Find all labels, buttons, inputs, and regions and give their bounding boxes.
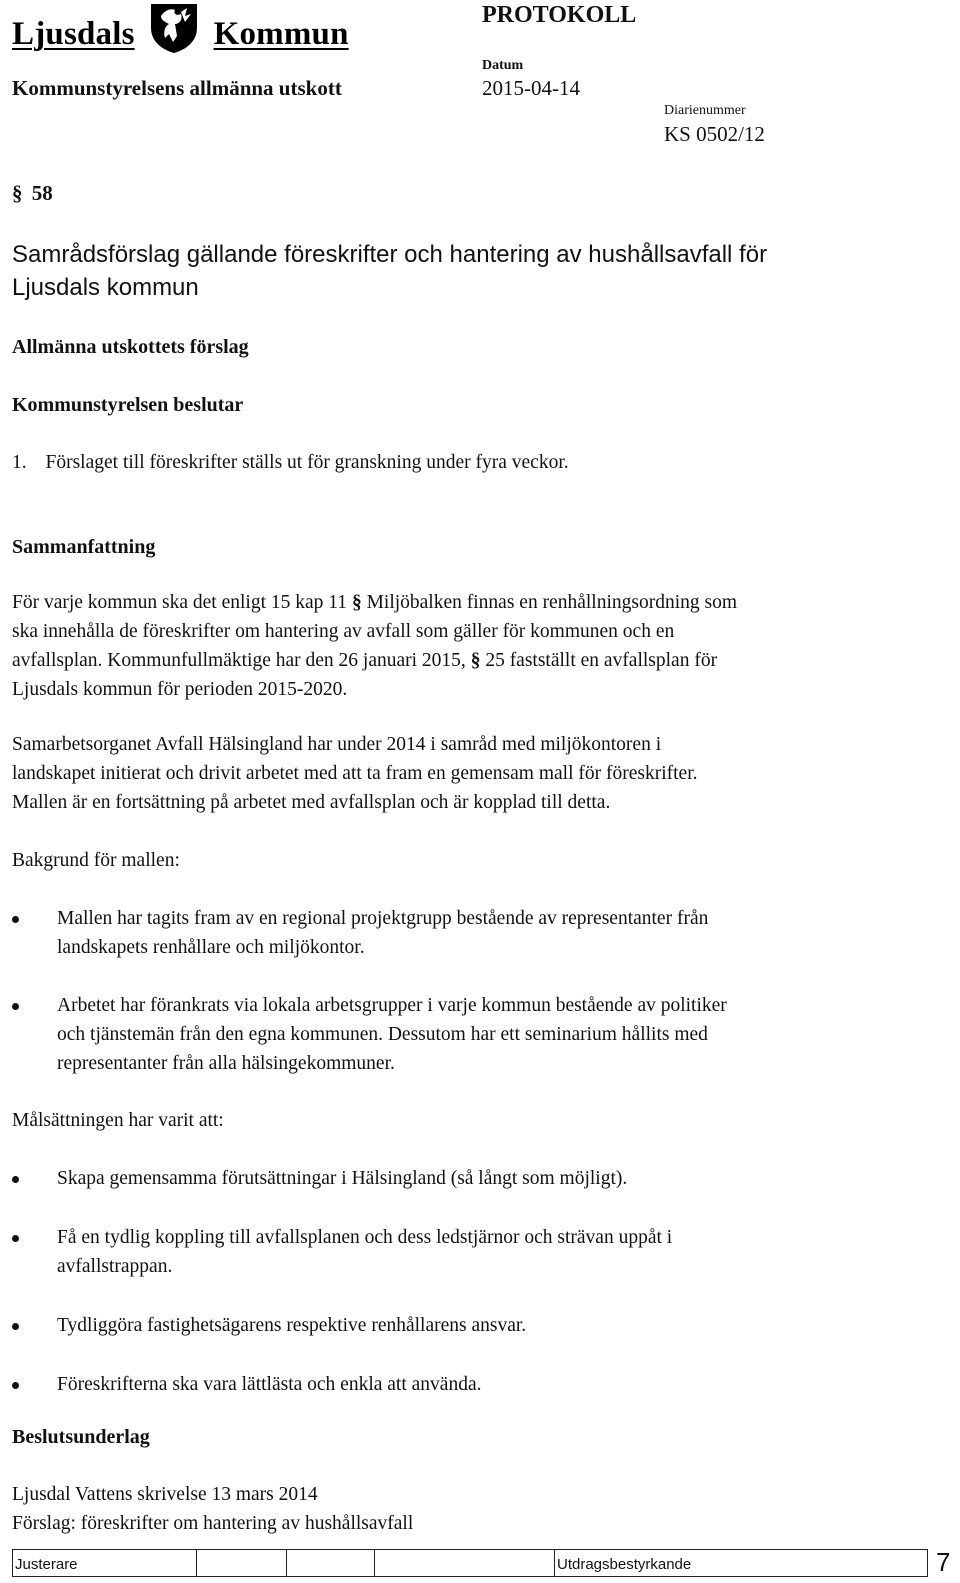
bullet-icon — [12, 1382, 19, 1389]
text-line: Mallen är en fortsättning på arbetet med avfallsplan och är kopplad till detta. — [12, 792, 611, 813]
bullet-icon — [12, 1176, 19, 1183]
section-sign: § — [12, 181, 23, 205]
logo-word-kommun: Kommun — [213, 16, 349, 52]
page-title — [12, 238, 952, 304]
text-line: Ljusdals kommun för perioden 2015-2020. — [12, 679, 348, 700]
diarie-label: Diarienummer — [664, 103, 746, 118]
text-line: Arbetet har förankrats via lokala arbetsgrupper i varje kommun bestående av politiker — [57, 995, 727, 1016]
justerare-label: Justerare — [15, 1556, 78, 1573]
signature-cell — [287, 1550, 375, 1576]
title-line: Samrådsförslag gällande föreskrifter och hantering av hushållsavfall för — [12, 241, 768, 268]
extract-label: Utdragsbestyrkande — [557, 1556, 692, 1573]
committee-name: Kommunstyrelsens allmänna utskott — [12, 76, 342, 100]
text-line: Få en tydlig koppling till avfallsplanen och dess ledstjärnor och strävan uppåt i — [57, 1227, 673, 1248]
text-line: Samarbetsorganet Avfall Hälsingland har under 2014 i samråd med miljökontoren i — [12, 734, 662, 755]
summary-heading: Sammanfattning — [12, 536, 156, 558]
text-line: landskapet initierat och drivit arbetet med att ta fram en gemensam mall för föreskrifter. — [12, 763, 698, 784]
text-line: Skapa gemensamma förutsättningar i Hälsingland (så långt som möjligt). — [57, 1168, 628, 1189]
text-line: och tjänstemän från den egna kommunen. Dessutom har ett seminarium hållits med — [57, 1024, 708, 1045]
proposal-heading: Allmänna utskottets förslag — [12, 336, 249, 358]
background-heading: Bakgrund för mallen: — [12, 850, 180, 871]
doc-type: PROTOKOLL — [482, 2, 637, 28]
section-sign: § — [470, 650, 481, 671]
logo-word-ljusdals: Ljusdals — [12, 16, 135, 52]
municipality-logo — [12, 2, 349, 63]
signature-cell — [375, 1550, 555, 1576]
signature-footer — [12, 1549, 928, 1577]
text-line: Föreskrifterna ska vara lättlästa och enkla att använda. — [57, 1374, 482, 1395]
decision-item — [12, 448, 569, 477]
basis-list — [12, 1480, 413, 1538]
title-line: Ljusdals kommun — [12, 274, 199, 301]
text-line: För varje kommun ska det enligt 15 kap 11 § Miljöbalken finnas en renhållningsordning som — [12, 592, 738, 613]
text-line: landskapets renhållare och miljökontor. — [57, 937, 365, 958]
text-line: avfallstrappan. — [57, 1256, 173, 1277]
basis-item: Förslag: föreskrifter om hantering av hushållsavfall — [12, 1513, 414, 1534]
decision-heading: Kommunstyrelsen beslutar — [12, 394, 244, 416]
diarie-value: KS 0502/12 — [664, 122, 765, 146]
signature-cell — [197, 1550, 287, 1576]
extract-cell — [555, 1550, 927, 1576]
summary-paragraph-2 — [12, 730, 952, 817]
decision-item-text: Förslaget till föreskrifter ställs ut för granskning under fyra veckor. — [45, 452, 569, 473]
decision-item-number: 1. — [12, 452, 27, 473]
summary-paragraph-1 — [12, 588, 952, 704]
text-line: avfallsplan. Kommunfullmäktige har den 26 januari 2015, § 25 fastställt en avfallsplan för — [12, 650, 718, 671]
text-line: representanter från alla hälsingekommuner. — [57, 1053, 395, 1074]
section-number-value: 58 — [31, 181, 53, 205]
basis-item: Ljusdal Vattens skrivelse 13 mars 2014 — [12, 1484, 318, 1505]
section-sign: § — [351, 592, 362, 613]
text-line: ska innehålla de föreskrifter om hantering av avfall som gäller för kommunen och en — [12, 621, 675, 642]
coat-of-arms-icon — [147, 2, 201, 63]
bullet-icon — [12, 1003, 19, 1010]
text-line: Tydliggöra fastighetsägarens respektive renhållarens ansvar. — [57, 1315, 527, 1336]
text-line: Mallen har tagits fram av en regional projektgrupp bestående av representanter från — [57, 908, 709, 929]
bullet-icon — [12, 916, 19, 923]
section-number — [12, 181, 53, 206]
bullet-icon — [12, 1235, 19, 1242]
basis-heading: Beslutsunderlag — [12, 1426, 150, 1448]
bullet-icon — [12, 1323, 19, 1330]
page-number: 7 — [936, 1547, 951, 1577]
justerare-cell — [13, 1550, 197, 1576]
date-value: 2015-04-14 — [482, 76, 580, 100]
date-label: Datum — [482, 58, 524, 73]
goals-heading: Målsättningen har varit att: — [12, 1110, 224, 1131]
